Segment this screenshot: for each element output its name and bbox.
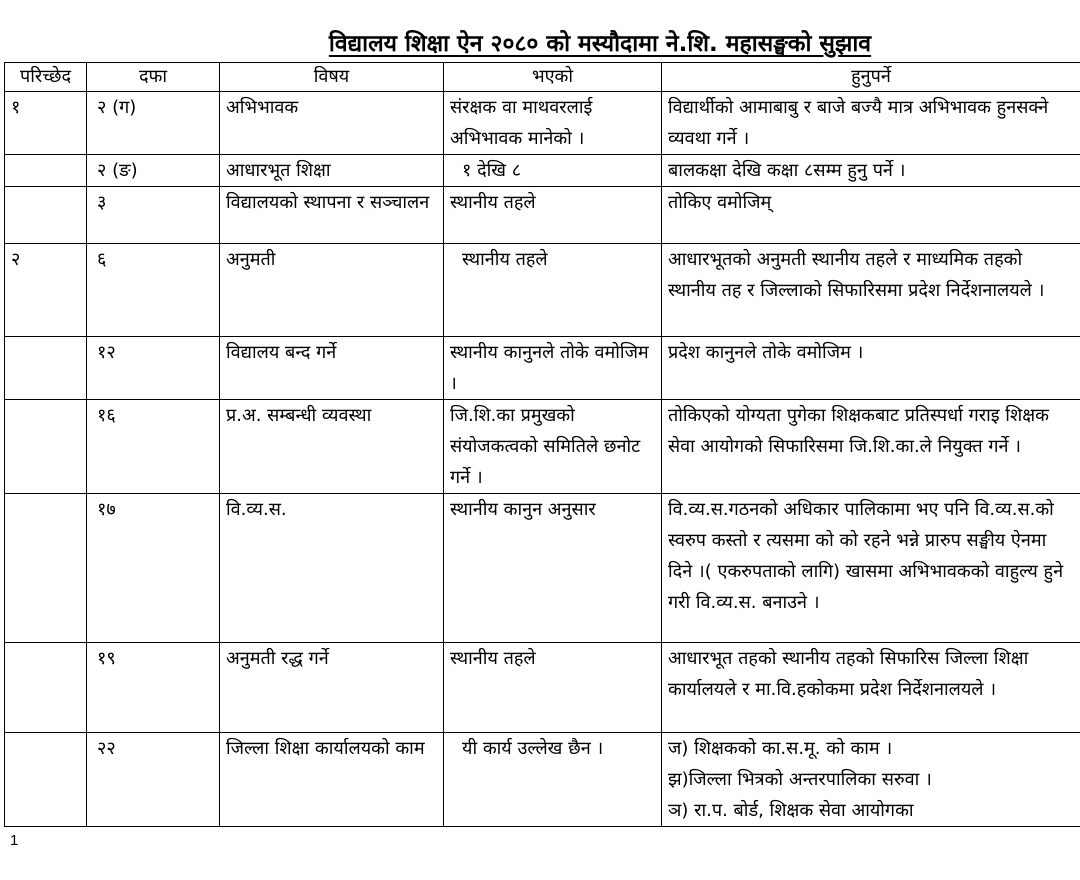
current-cell: स्थानीय कानुन अनुसार <box>444 494 662 643</box>
subject-cell: जिल्ला शिक्षा कार्यालयको काम <box>220 733 444 827</box>
section-cell: २ (ङ) <box>87 155 220 187</box>
current-cell: १ देखि ८ <box>444 155 662 187</box>
proposed-cell: आधारभूतको अनुमती स्थानीय तहले र माध्यमिक तहको स्थानीय तह र जिल्लाको सिफारिसमा प्रदेश निर्देशनालयले । <box>662 244 1080 337</box>
section-cell: ३ <box>87 187 220 244</box>
current-cell: यी कार्य उल्लेख छैन । <box>444 733 662 827</box>
table-row <box>5 400 1080 494</box>
table-row <box>5 244 1080 337</box>
subject-cell: विद्यालय बन्द गर्ने <box>220 337 444 400</box>
subject-cell: वि.व्य.स. <box>220 494 444 643</box>
proposed-cell: वि.व्य.स.गठनको अधिकार पालिकामा भए पनि वि.व्य.स.को स्वरुप कस्तो र त्यसमा को को रहने भन्ने प्रारुप सङ्घीय ऐनमा दिने ।( एकरुपताको लागि) खासमा अभिभावकको वाहुल्य हुने गरी वि.व्य.स. बनाउने । <box>662 494 1080 643</box>
table-row <box>5 643 1080 733</box>
section-cell: २२ <box>87 733 220 827</box>
current-cell: जि.शि.का प्रमुखको संयोजकत्वको समितिले छनोट गर्ने । <box>444 400 662 494</box>
table-row <box>5 92 1080 155</box>
document-title: विद्यालय शिक्षा ऐन २०८० को मस्यौदामा ने.शि. महासङ्घको सुझाव <box>328 31 872 57</box>
subject-cell: अनुमती रद्ध गर्ने <box>220 643 444 733</box>
chapter-cell <box>5 187 87 244</box>
section-cell: १७ <box>87 494 220 643</box>
suggestions-table <box>4 62 1080 827</box>
proposed-cell: आधारभूत तहको स्थानीय तहको सिफारिस जिल्ला शिक्षा कार्यालयले र मा.वि.हकोकमा प्रदेश निर्देशनालयले । <box>662 643 1080 733</box>
chapter-cell <box>5 733 87 827</box>
proposed-cell: प्रदेश कानुनले तोके वमोजिम । <box>662 337 1080 400</box>
table-header-row <box>5 63 1080 92</box>
section-cell: १६ <box>87 400 220 494</box>
column-header-proposed: हुनुपर्ने <box>662 63 1080 92</box>
proposed-cell: तोकिएको योग्यता पुगेका शिक्षकबाट प्रतिस्पर्धा गराइ शिक्षक सेवा आयोगको सिफारिसमा जि.शि.का.ले नियुक्त गर्ने । <box>662 400 1080 494</box>
chapter-cell <box>5 400 87 494</box>
current-cell: संरक्षक वा माथवरलाई अभिभावक मानेको । <box>444 92 662 155</box>
chapter-cell <box>5 337 87 400</box>
column-header-subject: विषय <box>220 63 444 92</box>
section-cell: २ (ग) <box>87 92 220 155</box>
current-cell: स्थानीय तहले <box>444 643 662 733</box>
section-cell: ६ <box>87 244 220 337</box>
chapter-cell: २ <box>5 244 87 337</box>
chapter-cell <box>5 643 87 733</box>
chapter-cell: १ <box>5 92 87 155</box>
column-header-current: भएको <box>444 63 662 92</box>
subject-cell: विद्यालयको स्थापना र सञ्चालन <box>220 187 444 244</box>
subject-cell: आधारभूत शिक्षा <box>220 155 444 187</box>
proposed-cell: विद्यार्थीको आमाबाबु र बाजे बज्यै मात्र अभिभावक हुनसक्ने व्यवथा गर्ने । <box>662 92 1080 155</box>
proposed-cell: तोकिए वमोजिम् <box>662 187 1080 244</box>
page-number: 1 <box>10 832 19 849</box>
current-cell: स्थानीय तहले <box>444 187 662 244</box>
section-cell: १२ <box>87 337 220 400</box>
current-cell: स्थानीय कानुनले तोके वमोजिम । <box>444 337 662 400</box>
chapter-cell <box>5 494 87 643</box>
current-cell: स्थानीय तहले <box>444 244 662 337</box>
subject-cell: प्र.अ. सम्बन्धी व्यवस्था <box>220 400 444 494</box>
proposed-cell: बालकक्षा देखि कक्षा ८सम्म हुनु पर्ने । <box>662 155 1080 187</box>
proposed-cell: ज) शिक्षकको का.स.मू. को काम । झ)जिल्ला भित्रको अन्तरपालिका सरुवा । ञ) रा.प. बोर्ड, शिक्षक सेवा आयोगका <box>662 733 1080 827</box>
column-header-section: दफा <box>87 63 220 92</box>
subject-cell: अभिभावक <box>220 92 444 155</box>
table-row <box>5 337 1080 400</box>
table-row <box>5 187 1080 244</box>
subject-cell: अनुमती <box>220 244 444 337</box>
chapter-cell <box>5 155 87 187</box>
table-row <box>5 494 1080 643</box>
column-header-chapter: परिच्छेद <box>5 63 87 92</box>
table-row <box>5 733 1080 827</box>
section-cell: १९ <box>87 643 220 733</box>
table-row <box>5 155 1080 187</box>
